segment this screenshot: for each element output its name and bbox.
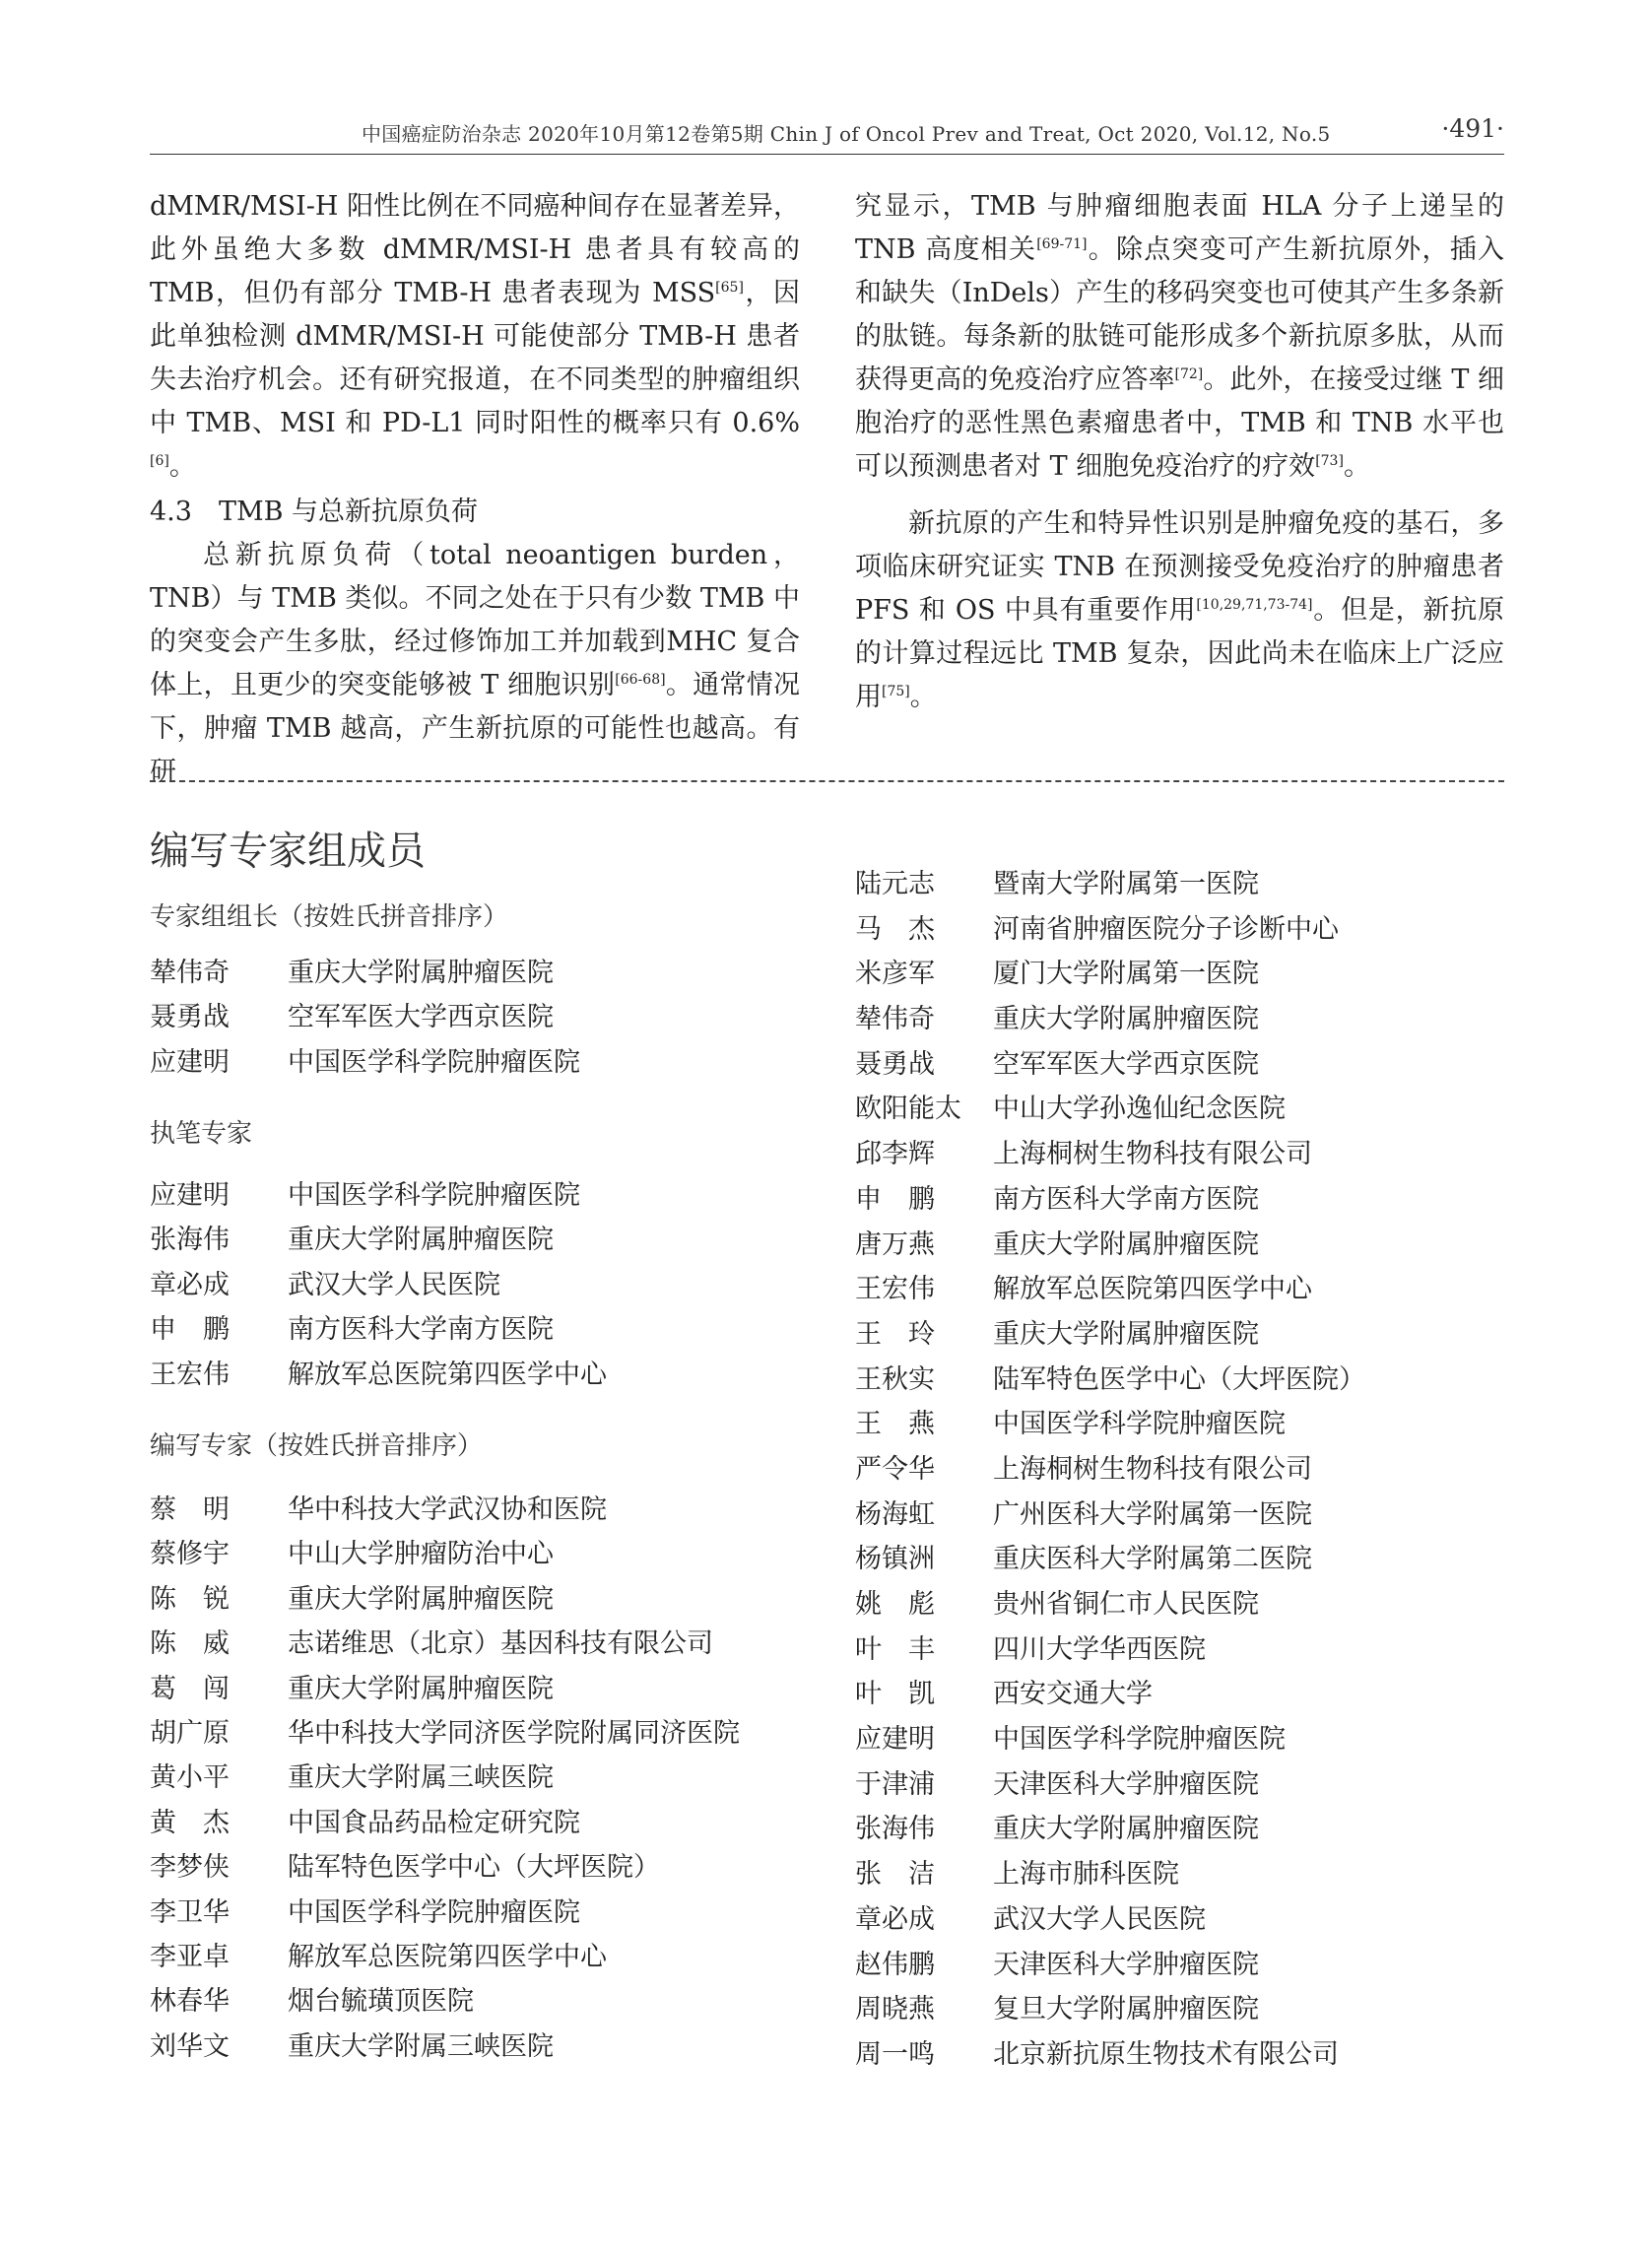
- paragraph: 新抗原的产生和特异性识别是肿瘤免疫的基石，多项临床研究证实 TNB 在预测接受免疫治疗的肿瘤患者 PFS 和 OS 中具有重要作用[10,29,71,73-74]。但是，新抗原的计算过程远比 TMB 复杂，因此尚未在临床上广泛应用[75]。: [855, 508, 1504, 712]
- expert-entry: [150, 1756, 740, 1800]
- expert-affiliation: 中国医学科学院肿瘤医院: [288, 1180, 580, 1211]
- expert-entry: [150, 1801, 740, 1845]
- expert-affiliation: 复旦大学附属肿瘤医院: [993, 1994, 1259, 2025]
- expert-name: 严令华: [855, 1453, 935, 1485]
- expert-affiliation: 南方医科大学南方医院: [288, 1314, 554, 1346]
- expert-entry: [150, 2025, 740, 2069]
- expert-affiliation: 解放军总医院第四医学中心: [288, 1941, 607, 1972]
- expert-affiliation: 重庆大学附属肿瘤医院: [993, 1318, 1259, 1350]
- expert-affiliation: 空军军医大学西京医院: [288, 1002, 554, 1033]
- page-number: ·491·: [1441, 114, 1504, 143]
- expert-name: 张 洁: [855, 1859, 935, 1891]
- citation-ref[interactable]: [66-68]: [615, 672, 666, 688]
- expert-entry: [855, 1042, 1365, 1088]
- expert-affiliation: 中国医学科学院肿瘤医院: [993, 1724, 1286, 1756]
- expert-name: 李卫华: [150, 1896, 230, 1928]
- expert-name: 申 鹏: [855, 1183, 935, 1215]
- writers-label: 执笔专家: [150, 1119, 253, 1149]
- expert-entry: [855, 1358, 1365, 1403]
- journal-citation: 中国癌症防治杂志 2020年10月第12卷第5期 Chin J of Oncol Prev and Treat, Oct 2020, Vol.12, No.5: [362, 122, 1331, 146]
- expert-affiliation: 四川大学华西医院: [993, 1633, 1206, 1665]
- writers-list: [150, 1173, 607, 1397]
- expert-entry: [855, 1672, 1365, 1717]
- expert-name: 米彦军: [855, 959, 935, 990]
- expert-entry: [855, 1447, 1365, 1493]
- citation-ref[interactable]: [69-71]: [1036, 236, 1088, 252]
- expert-affiliation: 重庆医科大学附属第二医院: [993, 1544, 1312, 1575]
- expert-name: 邱李辉: [855, 1139, 935, 1170]
- expert-name: 章必成: [855, 1903, 935, 1935]
- expert-affiliation: 贵州省铜仁市人民医院: [993, 1589, 1259, 1620]
- members-list-right: [855, 862, 1365, 2078]
- expert-name: 胡广原: [150, 1717, 230, 1749]
- expert-name: 应建明: [855, 1724, 935, 1756]
- expert-affiliation: 北京新抗原生物技术有限公司: [993, 2038, 1339, 2070]
- expert-affiliation: 厦门大学附属第一医院: [993, 959, 1259, 990]
- citation-ref[interactable]: [65]: [715, 280, 744, 296]
- expert-entry: [150, 1532, 740, 1576]
- expert-entry: [855, 2032, 1365, 2078]
- expert-entry: [150, 1488, 740, 1532]
- expert-name: 辇伟奇: [855, 1004, 935, 1035]
- expert-entry: [150, 1173, 607, 1218]
- expert-entry: [855, 1537, 1365, 1582]
- expert-affiliation: 中国医学科学院肿瘤医院: [993, 1409, 1286, 1440]
- expert-name: 欧阳能太: [855, 1094, 961, 1125]
- expert-entry: [855, 1717, 1365, 1762]
- citation-ref[interactable]: [6]: [150, 453, 169, 469]
- expert-affiliation: 暨南大学附属第一医院: [993, 869, 1259, 899]
- expert-affiliation: 广州医科大学附属第一医院: [993, 1498, 1312, 1530]
- leaders-list: [150, 951, 580, 1085]
- expert-entry: [150, 1353, 607, 1397]
- expert-affiliation: 天津医科大学肿瘤医院: [993, 1949, 1259, 1980]
- expert-entry: [855, 1852, 1365, 1897]
- members-label: 编写专家（按姓氏拼音排序）: [150, 1431, 484, 1461]
- expert-affiliation: 重庆大学附属肿瘤医院: [993, 1814, 1259, 1845]
- expert-entry: [150, 1263, 607, 1307]
- expert-entry: [855, 1987, 1365, 2032]
- expert-affiliation: 陆军特色医学中心（大坪医院）: [993, 1363, 1365, 1395]
- expert-entry: [150, 1979, 740, 2024]
- expert-entry: [855, 1493, 1365, 1538]
- expert-affiliation: 重庆大学附属肿瘤医院: [993, 1004, 1259, 1035]
- expert-name: 王宏伟: [150, 1359, 230, 1390]
- expert-entry: [150, 1845, 740, 1890]
- expert-name: 蔡修宇: [150, 1539, 230, 1570]
- expert-entry: [855, 1312, 1365, 1358]
- expert-name: 王 玲: [855, 1318, 935, 1350]
- expert-name: 应建明: [150, 1046, 230, 1078]
- expert-affiliation: 天津医科大学肿瘤医院: [993, 1768, 1259, 1800]
- expert-entry: [855, 1807, 1365, 1852]
- expert-affiliation: 重庆大学附属肿瘤医院: [993, 1228, 1259, 1260]
- expert-affiliation: 中山大学肿瘤防治中心: [288, 1539, 554, 1570]
- expert-name: 聂勇战: [855, 1048, 935, 1080]
- expert-name: 杨海虹: [855, 1498, 935, 1530]
- expert-name: 李亚卓: [150, 1941, 230, 1972]
- expert-entry: [855, 1897, 1365, 1943]
- expert-name: 黄 杰: [150, 1807, 230, 1838]
- expert-entry: [855, 1267, 1365, 1312]
- expert-name: 唐万燕: [855, 1228, 935, 1260]
- leaders-label: 专家组组长（按姓氏拼音排序）: [150, 902, 509, 932]
- expert-name: 章必成: [150, 1269, 230, 1300]
- section-divider: [150, 780, 1504, 782]
- expert-entry: [150, 1040, 580, 1085]
- expert-affiliation: 重庆大学附属三峡医院: [288, 2030, 554, 2062]
- expert-name: 陈 威: [150, 1628, 230, 1660]
- expert-affiliation: 上海桐树生物科技有限公司: [993, 1139, 1312, 1170]
- expert-affiliation: 志诺维思（北京）基因科技有限公司: [288, 1628, 713, 1660]
- expert-entry: [150, 1667, 740, 1711]
- expert-affiliation: 中国医学科学院肿瘤医院: [288, 1046, 580, 1078]
- expert-name: 马 杰: [855, 913, 935, 945]
- expert-affiliation: 河南省肿瘤医院分子诊断中心: [993, 913, 1339, 945]
- expert-entry: [855, 1582, 1365, 1627]
- expert-name: 蔡 明: [150, 1494, 230, 1525]
- expert-entry: [150, 951, 580, 995]
- expert-name: 周晓燕: [855, 1994, 935, 2025]
- expert-name: 陈 锐: [150, 1583, 230, 1615]
- expert-name: 张海伟: [855, 1814, 935, 1845]
- expert-affiliation: 空军军医大学西京医院: [993, 1048, 1259, 1080]
- expert-affiliation: 上海桐树生物科技有限公司: [993, 1453, 1312, 1485]
- expert-entry: [855, 907, 1365, 953]
- expert-name: 周一鸣: [855, 2038, 935, 2070]
- expert-entry: [150, 1577, 740, 1622]
- expert-entry: [150, 1891, 740, 1935]
- expert-name: 林春华: [150, 1986, 230, 2018]
- right-text-column: [855, 185, 1504, 719]
- expert-affiliation: 重庆大学附属肿瘤医院: [288, 1225, 554, 1256]
- expert-entry: [855, 1132, 1365, 1177]
- expert-affiliation: 武汉大学人民医院: [993, 1903, 1206, 1935]
- expert-name: 王 燕: [855, 1409, 935, 1440]
- expert-affiliation: 西安交通大学: [993, 1679, 1153, 1710]
- expert-entry: [855, 997, 1365, 1042]
- expert-entry: [150, 995, 580, 1039]
- expert-name: 应建明: [150, 1180, 230, 1211]
- expert-name: 王秋实: [855, 1363, 935, 1395]
- expert-entry: [150, 1935, 740, 1979]
- expert-name: 叶 凯: [855, 1679, 935, 1710]
- expert-name: 申 鹏: [150, 1314, 230, 1346]
- section-subheading: 4.3 TMB 与总新抗原负荷: [150, 497, 479, 527]
- expert-name: 王宏伟: [855, 1274, 935, 1305]
- expert-affiliation: 中山大学孙逸仙纪念医院: [993, 1094, 1286, 1125]
- left-text-column: [150, 185, 800, 794]
- expert-entry: [150, 1622, 740, 1666]
- expert-affiliation: 武汉大学人民医院: [288, 1269, 500, 1300]
- expert-name: 叶 丰: [855, 1633, 935, 1665]
- paragraph: 究显示，TMB 与肿瘤细胞表面 HLA 分子上递呈的 TNB 高度相关[69-71]。除点突变可产生新抗原外，插入和缺失（InDels）产生的移码突变也可使其产生多条新的肽链。每条新的肽链可能形成多个新抗原多肽，从而获得更高的免疫治疗应答率[72]。此外，在接受过继 T 细胞治疗的恶性黑色素瘤患者中，TMB 和 TNB 水平也可以预测患者对 T 细胞免疫治疗的疗效[73]。: [855, 191, 1504, 482]
- citation-ref[interactable]: [72]: [1174, 366, 1204, 382]
- expert-name: 李梦侠: [150, 1852, 230, 1884]
- expert-affiliation: 重庆大学附属肿瘤医院: [288, 958, 554, 988]
- expert-affiliation: 烟台毓璜顶医院: [288, 1986, 474, 2018]
- expert-name: 刘华文: [150, 2030, 230, 2062]
- expert-name: 姚 彪: [855, 1589, 935, 1620]
- expert-affiliation: 解放军总医院第四医学中心: [288, 1359, 607, 1390]
- expert-affiliation: 重庆大学附属肿瘤医院: [288, 1583, 554, 1615]
- expert-affiliation: 陆军特色医学中心（大坪医院）: [288, 1852, 660, 1884]
- expert-entry: [855, 1627, 1365, 1673]
- expert-name: 辇伟奇: [150, 958, 230, 988]
- citation-ref[interactable]: [75]: [882, 684, 910, 699]
- expert-name: 于津浦: [855, 1768, 935, 1800]
- expert-name: 赵伟鹏: [855, 1949, 935, 1980]
- expert-entry: [855, 1762, 1365, 1808]
- expert-affiliation: 解放军总医院第四医学中心: [993, 1274, 1312, 1305]
- expert-affiliation: 华中科技大学武汉协和医院: [288, 1494, 607, 1525]
- expert-name: 聂勇战: [150, 1002, 230, 1033]
- expert-affiliation: 南方医科大学南方医院: [993, 1183, 1259, 1215]
- expert-name: 陆元志: [855, 869, 935, 899]
- expert-name: 杨镇洲: [855, 1544, 935, 1575]
- expert-affiliation: 中国医学科学院肿瘤医院: [288, 1896, 580, 1928]
- expert-entry: [855, 1943, 1365, 1988]
- expert-section-title: 编写专家组成员: [150, 829, 426, 874]
- expert-affiliation: 重庆大学附属肿瘤医院: [288, 1673, 554, 1704]
- paragraph: 总新抗原负荷（total neoantigen burden，TNB）与 TMB 类似。不同之处在于只有少数 TMB 中的突变会产生多肽，经过修饰加工并加载到MHC 复合体上，且更少的突变能够被 T 细胞识别[66-68]。通常情况下，肿瘤 TMB 越高，产生新抗原的可能性也越高。有研: [150, 540, 800, 787]
- members-list-left: [150, 1488, 740, 2069]
- expert-affiliation: 重庆大学附属三峡医院: [288, 1762, 554, 1794]
- citation-ref[interactable]: [73]: [1315, 453, 1344, 469]
- expert-name: 黄小平: [150, 1762, 230, 1794]
- expert-affiliation: 华中科技大学同济医学院附属同济医院: [288, 1717, 740, 1749]
- expert-entry: [150, 1218, 607, 1262]
- running-header: [150, 108, 1504, 155]
- expert-entry: [855, 1087, 1365, 1132]
- expert-affiliation: 上海市肺科医院: [993, 1859, 1179, 1891]
- paragraph: dMMR/MSI-H 阳性比例在不同癌种间存在显著差异，此外虽绝大多数 dMMR/MSI-H 患者具有较高的 TMB，但仍有部分 TMB-H 患者表现为 MSS[65]，因此单独检测 dMMR/MSI-H 可能使部分 TMB-H 患者失去治疗机会。还有研究报道，在不同类型的肿瘤组织中 TMB、MSI 和 PD-L1 同时阳性的概率只有 0.6%[6]。: [150, 191, 801, 482]
- expert-entry: [855, 1223, 1365, 1268]
- expert-entry: [855, 1402, 1365, 1447]
- expert-affiliation: 中国食品药品检定研究院: [288, 1807, 580, 1838]
- citation-ref[interactable]: [10,29,71,73-74]: [1196, 597, 1313, 613]
- expert-name: 张海伟: [150, 1225, 230, 1256]
- expert-entry: [855, 952, 1365, 997]
- expert-entry: [150, 1711, 740, 1756]
- expert-name: 葛 闯: [150, 1673, 230, 1704]
- expert-entry: [855, 1177, 1365, 1223]
- expert-entry: [150, 1307, 607, 1352]
- expert-entry: [855, 862, 1365, 907]
